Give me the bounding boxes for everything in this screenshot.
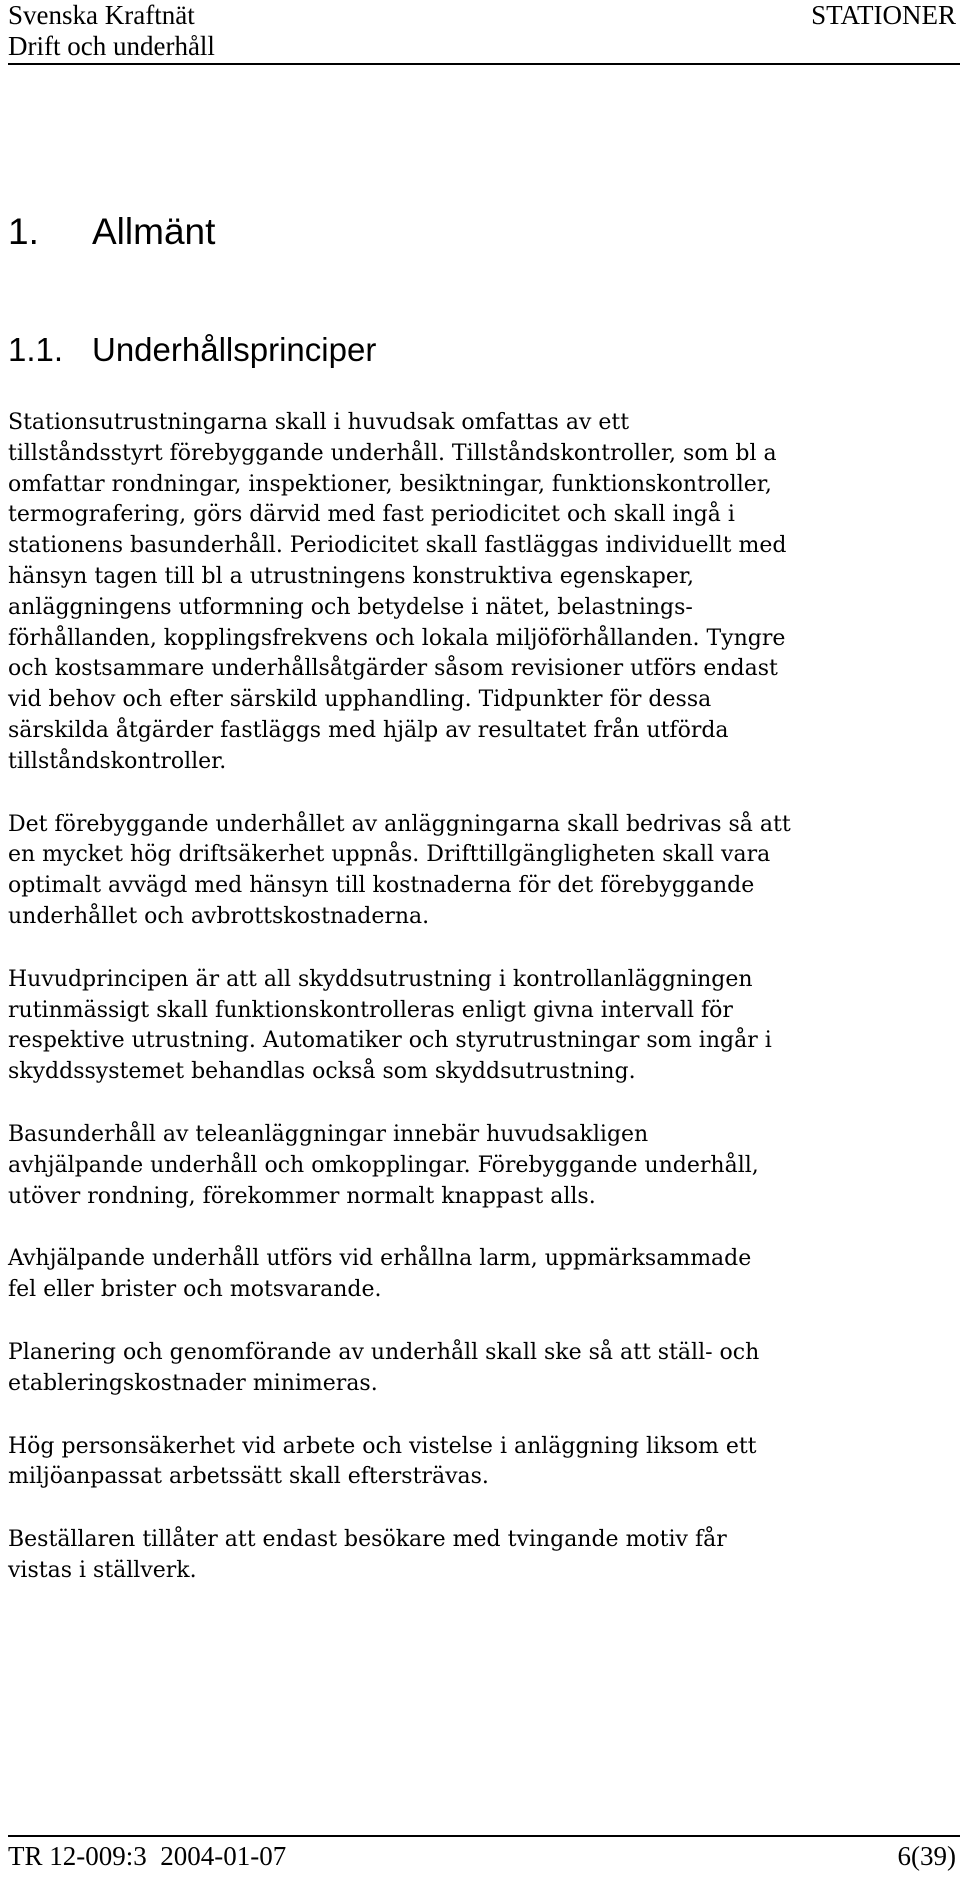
paragraph-line: en mycket hög driftsäkerhet uppnås. Drifttillgängligheten skall vara [8, 842, 771, 868]
subsection-title: Underhållsprinciper [92, 331, 377, 368]
paragraph-line: anläggningens utformning och betydelse i nätet, belastnings- [8, 594, 693, 620]
body-paragraph [8, 408, 953, 778]
footer-page-number: 6(39) [897, 1841, 956, 1871]
paragraph-line: Stationsutrustningarna skall i huvudsak omfattas av ett [8, 410, 630, 435]
footer-divider [8, 1835, 960, 1837]
subsection-heading [8, 330, 376, 370]
section-heading [8, 210, 215, 254]
paragraph-line: tillståndsstyrt förebyggande underhåll. Tillståndskontroller, som bl a [8, 440, 777, 466]
page-header-right [811, 0, 956, 31]
paragraph-line: optimalt avvägd med hänsyn till kostnaderna för det förebyggande [8, 873, 755, 899]
paragraph-line: vistas i ställverk. [8, 1557, 197, 1583]
paragraph-line: avhjälpande underhåll och omkopplingar. Förebyggande underhåll, [8, 1152, 759, 1178]
body-paragraph [8, 1432, 953, 1494]
paragraph-line: omfattar rondningar, inspektioner, besiktningar, funktionskontroller, [8, 471, 772, 497]
paragraph-line: hänsyn tagen till bl a utrustningens konstruktiva egenskaper, [8, 563, 695, 589]
paragraph-line: Det förebyggande underhållet av anläggningarna skall bedrivas så att [8, 811, 791, 837]
body-paragraph [8, 1120, 953, 1212]
paragraph-line: och kostsammare underhållsåtgärder såsom revisioner utförs endast [8, 656, 778, 682]
section-title: Allmänt [92, 211, 216, 252]
body-paragraph [8, 810, 953, 933]
footer-document-id: TR 12-009:3 [8, 1841, 147, 1871]
body-paragraph [8, 965, 953, 1088]
paragraph-line: särskilda åtgärder fastläggs med hjälp av resultatet från utförda [8, 717, 729, 743]
paragraph-line: förhållanden, kopplingsfrekvens och lokala miljöförhållanden. Tyngre [8, 625, 786, 651]
paragraph-line: Basunderhåll av teleanläggningar innebär huvudsakligen [8, 1121, 649, 1147]
paragraph-line: Avhjälpande underhåll utförs vid erhållna larm, uppmärksammade [8, 1246, 752, 1272]
paragraph-line: tillståndskontroller. [8, 748, 227, 774]
paragraph-line: vid behov och efter särskild upphandling. Tidpunkter för dessa [8, 687, 712, 713]
page-header-left [8, 0, 215, 62]
paragraph-line: utöver rondning, förekommer normalt knappast alls. [8, 1183, 596, 1209]
paragraph-line: miljöanpassat arbetssätt skall eftersträvas. [8, 1464, 489, 1490]
body-paragraph [8, 1525, 953, 1587]
paragraph-line: Huvudprincipen är att all skyddsutrustning i kontrollanläggningen [8, 966, 753, 992]
page-footer-left [8, 1841, 286, 1872]
paragraph-line: termografering, görs därvid med fast periodicitet och skall ingå i [8, 502, 735, 528]
paragraph-line: respektive utrustning. Automatiker och styrutrustningar som ingår i [8, 1028, 772, 1054]
subsection-number: 1.1. [8, 331, 64, 368]
paragraph-line: Planering och genomförande av underhåll skall ske så att ställ- och [8, 1339, 760, 1365]
header-divider [8, 63, 960, 65]
header-organization: Svenska Kraftnät [8, 0, 195, 30]
section-number: 1. [8, 211, 39, 252]
header-department: Drift och underhåll [8, 31, 215, 61]
body-text [8, 408, 953, 1619]
paragraph-line: stationens basunderhåll. Periodicitet skall fastläggas individuellt med [8, 533, 787, 559]
paragraph-line: etableringskostnader minimeras. [8, 1370, 378, 1396]
body-paragraph [8, 1338, 953, 1400]
paragraph-line: Hög personsäkerhet vid arbete och vistelse i anläggning liksom ett [8, 1433, 757, 1459]
paragraph-line: underhållet och avbrottskostnaderna. [8, 903, 430, 929]
paragraph-line: skyddssystemet behandlas också som skyddsutrustning. [8, 1059, 636, 1085]
body-paragraph [8, 1244, 953, 1306]
paragraph-line: fel eller brister och motsvarande. [8, 1277, 382, 1303]
header-document-title: STATIONER [811, 0, 956, 30]
paragraph-line: Beställaren tillåter att endast besökare med tvingande motiv får [8, 1527, 727, 1553]
paragraph-line: rutinmässigt skall funktionskontrolleras enligt givna intervall för [8, 997, 733, 1023]
footer-date: 2004-01-07 [160, 1841, 287, 1871]
